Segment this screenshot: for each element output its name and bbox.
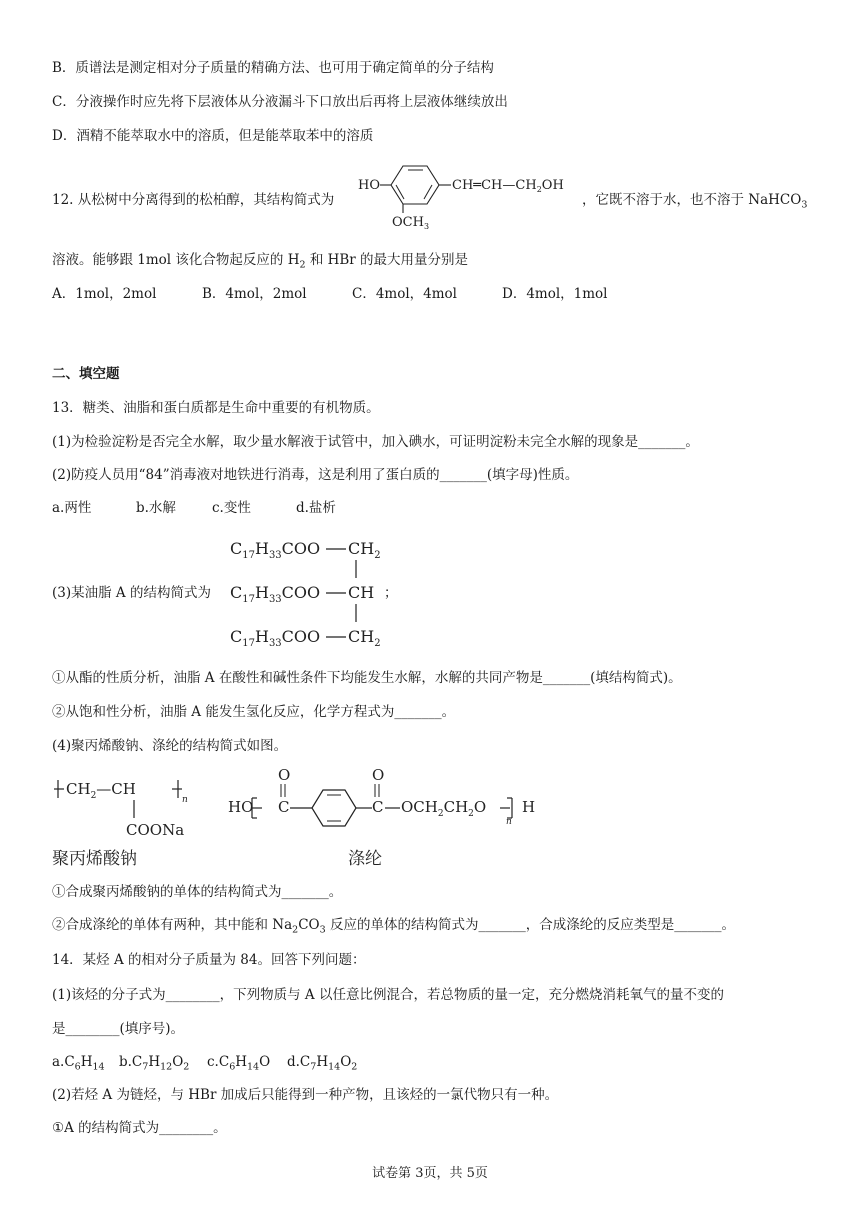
svg-text:C: C	[372, 798, 384, 816]
polymer-structures	[52, 762, 552, 872]
svg-text:O: O	[278, 766, 291, 784]
section-title: 二、填空题	[52, 366, 120, 382]
q14-opt-a: $a.C_6H_{14}$	[52, 1054, 105, 1073]
q14-opt-c: $c.C_6H_{14}O$	[207, 1054, 271, 1073]
svg-text:CH2—CH: $CH_2—CH$	[66, 780, 136, 801]
svg-text:H: H	[522, 798, 536, 816]
q13-part4-1: ①合成聚丙烯酸钠的单体的结构简式为_______。	[52, 884, 343, 900]
q13-part4-2: ②合成涤纶的单体有两种，其中能和 $Na_2CO_3$ 反应的单体的结构简式为_______，合成涤纶的反应类型是_______。	[52, 917, 735, 936]
page-footer: 试卷第 3页，共 5页	[372, 1166, 488, 1181]
polymer1-name: 聚丙烯酸钠	[52, 849, 137, 869]
ester-3: $C_{17}H_{33}COO$	[230, 627, 321, 649]
q13-part4: (4)聚丙烯酸钠、涤纶的结构简式如图。	[52, 738, 288, 754]
q14-part2: (2)若烃 A 为链烃，与 HBr 加成后只能得到一种产物，且该烃的一氯代物只有一种。	[52, 1087, 559, 1103]
q13-part1: (1)为检验淀粉是否完全水解，取少量水解液于试管中，加入碘水，可证明淀粉未完全水解的现象是_______。	[52, 434, 699, 450]
q13-part3-2: ②从饱和性分析，油脂 A 能发生氢化反应，化学方程式为_______。	[52, 704, 456, 720]
struct-ho: HO	[358, 178, 380, 193]
q11-option-c: C．分液操作时应先将下层液体从分液漏斗下口放出后再将上层液体继续放出	[52, 94, 508, 110]
sodium-polyacrylate-structure	[52, 780, 188, 869]
q13-opt-a: a.两性	[52, 500, 92, 516]
svg-text:n: n	[182, 795, 188, 805]
q14-stem: 14．某烃 A 的相对分子质量为 84。回答下列问题：	[52, 952, 366, 968]
struct-och3: $OCH_3$	[392, 215, 430, 231]
q12-option-b: B．4mol，2mol	[202, 286, 307, 302]
q14-opt-d: $d.C_7H_{14}O_2$	[287, 1054, 358, 1073]
coniferyl-alcohol-structure	[356, 160, 581, 235]
q13-stem: 13．糖类、油脂和蛋白质都是生命中重要的有机物质。	[52, 400, 380, 416]
q12-stem-line2: 溶液。能够跟 1mol 该化合物起反应的 $H_2$ 和 HBr 的最大用量分别是	[52, 252, 469, 271]
q14-options	[52, 1052, 357, 1072]
ch2-top: $CH_2$	[348, 539, 381, 561]
ester-2: $C_{17}H_{33}COO$	[230, 583, 321, 605]
q14-part1-a: (1)该烃的分子式为________，下列物质与 A 以任意比例混合，若总物质的量一定，充分燃烧消耗氧气的量不变的	[52, 987, 724, 1003]
q12-option-d: D．4mol，1mol	[502, 286, 608, 302]
q12-stem-suffix: ，它既不溶于水，也不溶于 NaHCO$_3$	[582, 192, 808, 211]
ch2-bottom: $CH_2$	[348, 627, 381, 649]
q13-part2-options	[52, 498, 336, 518]
ch-middle: CH	[348, 583, 375, 602]
q13-part3-end: ；	[384, 585, 398, 601]
q13-opt-b: b.水解	[136, 500, 176, 516]
q11-option-d: D．酒精不能萃取水中的溶质，但是能萃取苯中的溶质	[52, 128, 374, 144]
q13-opt-d: d.盐析	[296, 500, 336, 516]
svg-text:n: n	[506, 817, 512, 827]
q12-option-a: A．1mol，2mol	[52, 286, 157, 302]
svg-text:C: C	[278, 798, 290, 816]
q14-part1-b: 是________(填序号)。	[52, 1021, 185, 1037]
q13-part3-label: (3)某油脂 A 的结构简式为	[52, 585, 211, 601]
q12-options	[52, 284, 608, 304]
q13-part2: (2)防疫人员用“84”消毒液对地铁进行消毒，这是利用了蛋白质的_______(填字母)性质。	[52, 467, 579, 483]
svg-text:HO: HO	[228, 798, 254, 816]
q12-stem-prefix: 12. 从松树中分离得到的松柏醇，其结构简式为	[52, 192, 335, 208]
polymer2-name: 涤纶	[348, 849, 382, 869]
ester-1: $C_{17}H_{33}COO$	[230, 539, 321, 561]
triglyceride-structure	[228, 532, 408, 652]
struct-chain: $CH═CH—CH_2OH$	[452, 178, 564, 194]
q13-part3-1: ①从酯的性质分析，油脂 A 在酸性和碱性条件下均能发生水解，水解的共同产物是_______(填结构简式)。	[52, 670, 682, 686]
svg-text:O: O	[372, 766, 385, 784]
polyester-structure	[228, 766, 535, 869]
svg-text:OCH2CH2O: $OCH_2CH_2O$	[401, 798, 487, 819]
q11-option-b: B．质谱法是测定相对分子质量的精确方法、也可用于确定简单的分子结构	[52, 60, 494, 76]
q14-part2-1: ①A 的结构简式为________。	[52, 1120, 227, 1136]
q12-option-c: C．4mol，4mol	[352, 286, 458, 302]
q14-opt-b: $b.C_7H_{12}O_2$	[119, 1054, 190, 1073]
q13-opt-c: c.变性	[212, 500, 251, 516]
coona-group: COONa	[126, 821, 185, 839]
